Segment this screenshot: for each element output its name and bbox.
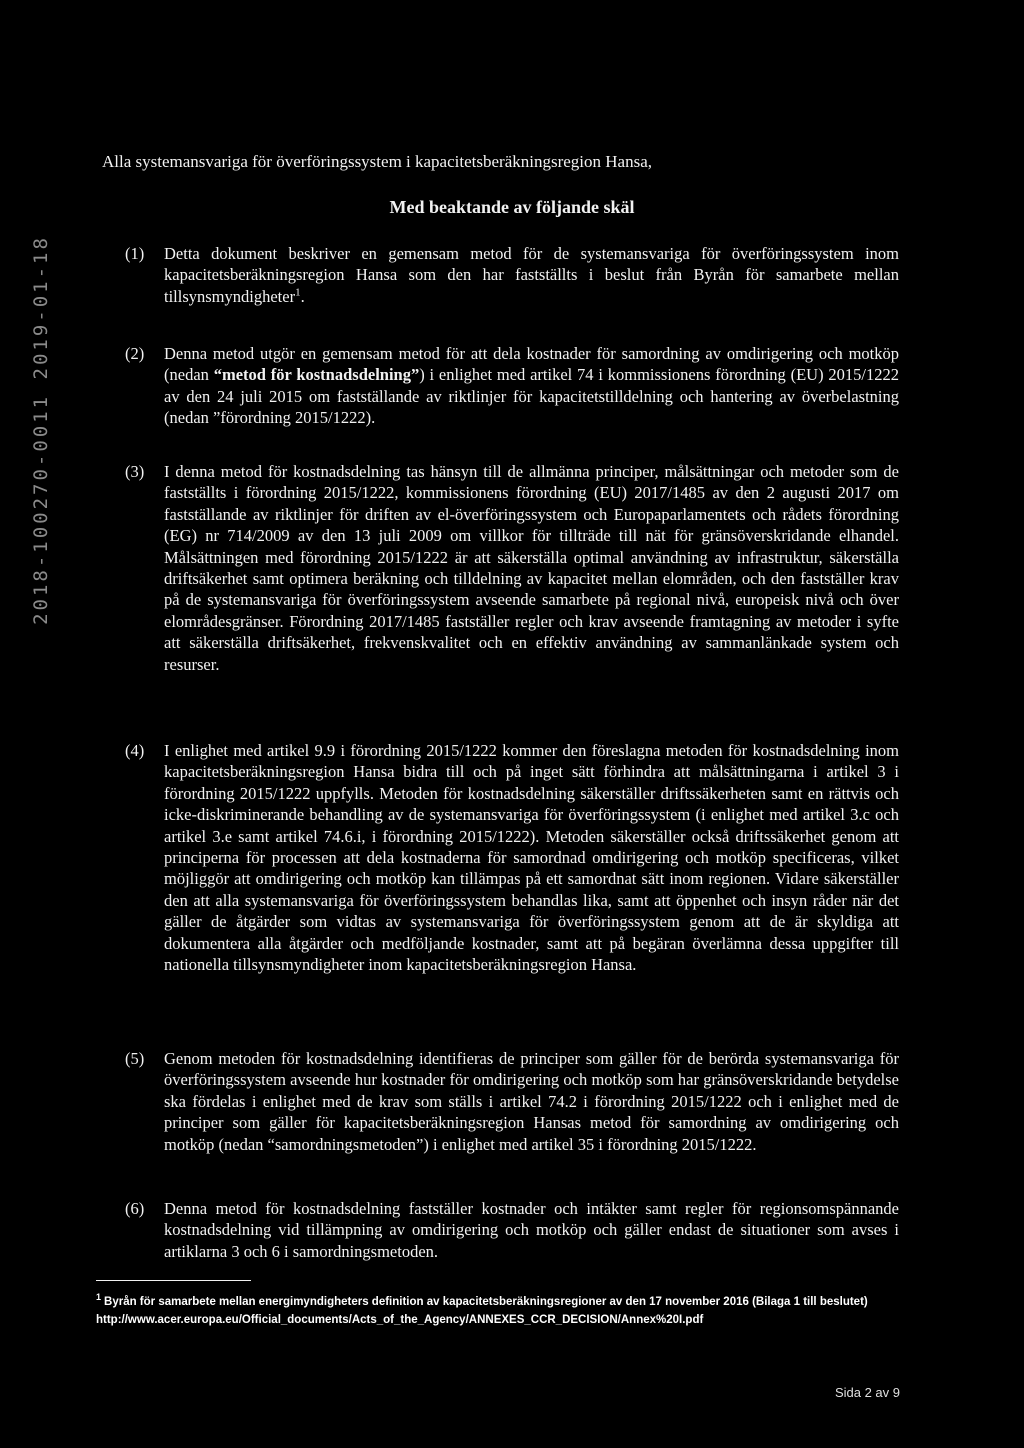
page-number: Sida 2 av 9 bbox=[834, 1385, 900, 1400]
registration-stamp bbox=[27, 180, 55, 680]
paragraph-2 bbox=[125, 343, 899, 429]
paragraph-number: (5) bbox=[125, 1049, 145, 1068]
footnote-reference[interactable]: 1 bbox=[295, 286, 301, 299]
footnote bbox=[96, 1293, 916, 1329]
paragraph-text: Detta dokument beskriver en gemensam metod för de systemansvariga för överföringssystem inom kapacitetsberäkningsregion Hansa som den har fastställts i beslut från Byrån för samarbete mellan tillsynsmyndigheter$^1$. bbox=[164, 244, 899, 306]
defined-term: “metod för kostnadsdelning” bbox=[213, 365, 420, 385]
footnote-link[interactable]: http://www.acer.europa.eu/Official_documents/Acts_of_the_Agency/ANNEXES_CCR_DECISION/Annex%20I.pdf bbox=[96, 1314, 704, 1326]
footnote-mark: 1 bbox=[96, 1292, 102, 1303]
paragraph-number: (4) bbox=[125, 741, 145, 760]
paragraph-number: (6) bbox=[125, 1199, 145, 1218]
paragraph-text: Denna metod utgör en gemensam metod för att dela kostnader för samordning av omdirigering och motköp (nedan “metod för kostnadsdelning”) i enlighet med artikel 74 i kommissionens förordning (EU) 2015/1222 av den 24 juli 2015 om fastställande av riktlinjer för kapacitetstilldelning och hantering av överbelastning (nedan ”förordning 2015/1222). bbox=[164, 344, 899, 428]
paragraph-number: (2) bbox=[125, 344, 145, 363]
paragraph-4 bbox=[125, 740, 899, 975]
footnote-line-1: $^1$ Byrån för samarbete mellan energimyndigheters definition av kapacitetsberäkningsregioner av den 17 november 2016 (Bilaga 1 till beslutet) bbox=[96, 1292, 868, 1308]
paragraph-3 bbox=[125, 461, 899, 675]
paragraph-6 bbox=[125, 1198, 899, 1262]
paragraph-text: Denna metod för kostnadsdelning fastställer kostnader och intäkter samt regler för regionsomspännande kostnadsdelning vid tillämpning av omdirigering och motköp och gäller endast de situationer som avses i artiklarna 3 och 6 i samordningsmetoden. bbox=[164, 1199, 899, 1261]
stamp-text: 2018-100270-0011 2019-01-18 bbox=[30, 235, 53, 625]
paragraph-number: (1) bbox=[125, 244, 145, 263]
paragraph-text: Genom metoden för kostnadsdelning identifieras de principer som gäller för de berörda systemansvariga för överföringssystem avseende hur kostnader för omdirigering och motköp som har gränsöverskridande betydelse ska fördelas i enlighet med de krav som ställs i artikel 74.2 i förordning 2015/1222 och i enlighet med de principer som gäller för kapacitetsberäkningsregion Hansas metod för samordning av omdirigering och motköp (nedan “samordningsmetoden”) i enlighet med artikel 35 i förordning 2015/1222. bbox=[164, 1049, 899, 1154]
paragraph-1 bbox=[125, 243, 899, 307]
paragraph-text: I denna metod för kostnadsdelning tas hänsyn till de allmänna principer, målsättningar och metoder som de fastställts i förordning 2015/1222, kommissionens förordning (EU) 2017/1485 av den 2 augusti 2017 om fastställande av riktlinjer för driften av el-överföringssystem och Europaparlamentets och rådets förordning (EG) nr 714/2009 av den 13 juli 2009 om villkor för tillträde till nät för gränsöverskridande elhandel. Målsättningen med förordning 2015/1222 är att säkerställa optimal användning av infrastruktur, säkerställa driftsäkerhet samt optimera beräkning och tilldelning av kapacitet mellan elområden, och den fastställer krav på de systemansvariga för överföringssystem avseende samarbete på regional nivå, europeisk nivå och över elområdesgränser. Förordning 2017/1485 fastställer regler och krav avseende framtagning av metoder i syfte att säkerställa driftsäkerhet, frekvenskvalitet och en effektiv användning av sammanlänkade system och resurser. bbox=[164, 462, 899, 674]
paragraph-number: (3) bbox=[125, 462, 145, 481]
paragraph-5 bbox=[125, 1048, 899, 1155]
section-heading: Med beaktande av följande skäl bbox=[389, 197, 635, 217]
footnote-divider bbox=[96, 1280, 251, 1281]
intro-line: Alla systemansvariga för överföringssystem i kapacitetsberäkningsregion Hansa, bbox=[102, 152, 652, 171]
paragraph-text: I enlighet med artikel 9.9 i förordning 2015/1222 kommer den föreslagna metoden för kostnadsdelning inom kapacitetsberäkningsregion Hansa bidra till och på inget sätt förhindra att målsättningarna i artikel 3 i förordning 2015/1222 uppfylls. Metoden för kostnadsdelning säkerställer driftssäkerheten samt en rättvis och icke-diskriminerande behandling av de systemansvariga för överföringssystem (i enlighet med artikel 3.c och artikel 3.e samt artikel 74.6.i, i förordning 2015/1222). Metoden säkerställer också driftssäkerhet genom att principerna för processen att dela kostnaderna för samordnad omdirigering och motköp specificeras, vilket möjliggör att omdirigering och motköp kan tillämpas på ett samordnat sätt inom regionen. Vidare säkerställer den att alla systemansvariga för överföringssystem behandlas lika, samt att öppenhet och insyn råder när det gäller de åtgärder som vidtas av systemansvariga för överföringssystem genom att de är skyldiga att dokumentera alla åtgärder och medföljande kostnader, samt att på begäran överlämna dessa uppgifter till nationella tillsynsmyndigheter inom kapacitetsberäkningsregion Hansa. bbox=[164, 741, 899, 975]
